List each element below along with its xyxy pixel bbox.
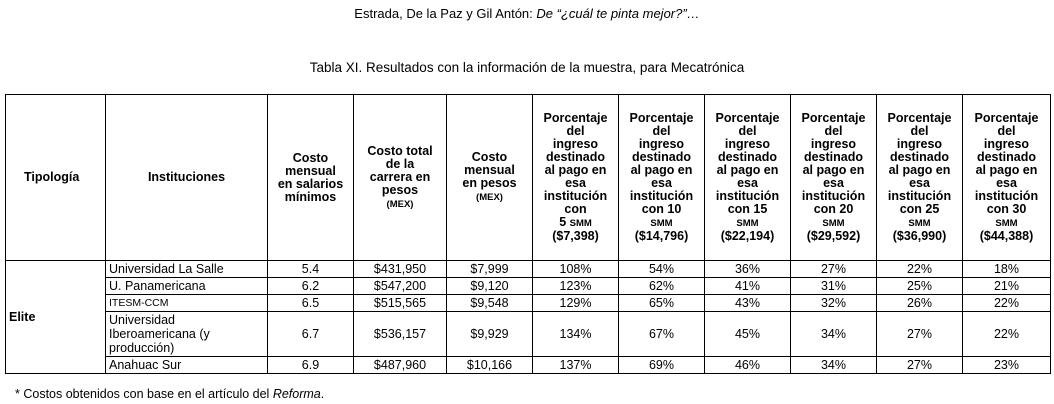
table-row: [6, 295, 1051, 312]
pct-30-cell: 23%: [963, 357, 1051, 374]
running-head-work: De “¿cuál te pinta mejor?”…: [536, 6, 700, 21]
smm-cell: 6.9: [268, 357, 354, 374]
header-pct-10: Porcentaje del ingreso destinado al pago en esa institución con 10 SMM ($14,796): [619, 95, 705, 261]
pct-20-cell: 27%: [791, 261, 877, 278]
smm-cell: 5.4: [268, 261, 354, 278]
pct-15-cell: 41%: [705, 278, 791, 295]
pct-5-cell: 108%: [533, 261, 619, 278]
pct-30-cell: 22%: [963, 312, 1051, 357]
pct-5-cell: 137%: [533, 357, 619, 374]
running-head: [0, 6, 1054, 21]
total-cost-cell: $536,157: [354, 312, 447, 357]
total-cost-cell: $547,200: [354, 278, 447, 295]
smm-cell: 6.7: [268, 312, 354, 357]
results-table: [5, 94, 1051, 374]
header-tipologia: Tipología: [6, 95, 106, 261]
header-costo-pesos: Costo mensual en pesos (MEX): [447, 95, 533, 261]
pct-10-cell: 69%: [619, 357, 705, 374]
monthly-cost-cell: $9,548: [447, 295, 533, 312]
pct-15-cell: 46%: [705, 357, 791, 374]
institution-cell: U. Panamericana: [106, 278, 268, 295]
monthly-cost-cell: $9,929: [447, 312, 533, 357]
pct-20-cell: 31%: [791, 278, 877, 295]
table-row: [6, 312, 1051, 357]
header-pct-25: Porcentaje del ingreso destinado al pago en esa institución con 25 SMM ($36,990): [877, 95, 963, 261]
pct-10-cell: 67%: [619, 312, 705, 357]
pct-25-cell: 26%: [877, 295, 963, 312]
total-cost-cell: $487,960: [354, 357, 447, 374]
footnote-source: Reforma: [272, 387, 321, 401]
pct-15-cell: 45%: [705, 312, 791, 357]
total-cost-cell: $431,950: [354, 261, 447, 278]
header-pct-15: Porcentaje del ingreso destinado al pago en esa institución con 15 SMM ($22,194): [705, 95, 791, 261]
pct-10-cell: 65%: [619, 295, 705, 312]
table-row: [6, 357, 1051, 374]
monthly-cost-cell: $9,120: [447, 278, 533, 295]
pct-10-cell: 62%: [619, 278, 705, 295]
pct-30-cell: 18%: [963, 261, 1051, 278]
table-row: [6, 261, 1051, 278]
pct-30-cell: 21%: [963, 278, 1051, 295]
running-head-authors: Estrada, De la Paz y Gil Antón:: [354, 6, 533, 21]
monthly-cost-cell: $10,166: [447, 357, 533, 374]
monthly-cost-cell: $7,999: [447, 261, 533, 278]
header-costo-smm: Costo mensual en salarios mínimos: [268, 95, 354, 261]
smm-cell: 6.5: [268, 295, 354, 312]
pct-20-cell: 34%: [791, 357, 877, 374]
pct-10-cell: 54%: [619, 261, 705, 278]
pct-20-cell: 32%: [791, 295, 877, 312]
institution-cell: ITESM-CCM: [106, 295, 268, 312]
table-title: Tabla XI. Resultados con la información de la muestra, para Mecatrónica: [309, 60, 745, 75]
pct-15-cell: 36%: [705, 261, 791, 278]
pct-20-cell: 34%: [791, 312, 877, 357]
pct-5-cell: 123%: [533, 278, 619, 295]
pct-30-cell: 22%: [963, 295, 1051, 312]
pct-25-cell: 27%: [877, 357, 963, 374]
total-cost-cell: $515,565: [354, 295, 447, 312]
pct-5-cell: 129%: [533, 295, 619, 312]
pct-5-cell: 134%: [533, 312, 619, 357]
institution-cell: Universidad La Salle: [106, 261, 268, 278]
smm-cell: 6.2: [268, 278, 354, 295]
header-pct-30: Porcentaje del ingreso destinado al pago en esa institución con 30 SMM ($44,388): [963, 95, 1051, 261]
tipologia-cell: Elite: [6, 261, 106, 374]
pct-25-cell: 27%: [877, 312, 963, 357]
pct-25-cell: 22%: [877, 261, 963, 278]
institution-cell: Universidad Iberoamericana (y producción): [106, 312, 268, 357]
table-row: [6, 278, 1051, 295]
header-costo-total: Costo total de la carrera en pesos (MEX): [354, 95, 447, 261]
footnote: * Costos obtenidos con base en el artículo del Reforma.: [15, 387, 325, 401]
institution-cell: Anahuac Sur: [106, 357, 268, 374]
header-row: [6, 95, 1051, 261]
header-pct-20: Porcentaje del ingreso destinado al pago en esa institución con 20 SMM ($29,592): [791, 95, 877, 261]
header-pct-5: Porcentaje del ingreso destinado al pago en esa institución con 5 SMM ($7,398): [533, 95, 619, 261]
header-instituciones: Instituciones: [106, 95, 268, 261]
pct-15-cell: 43%: [705, 295, 791, 312]
pct-25-cell: 25%: [877, 278, 963, 295]
